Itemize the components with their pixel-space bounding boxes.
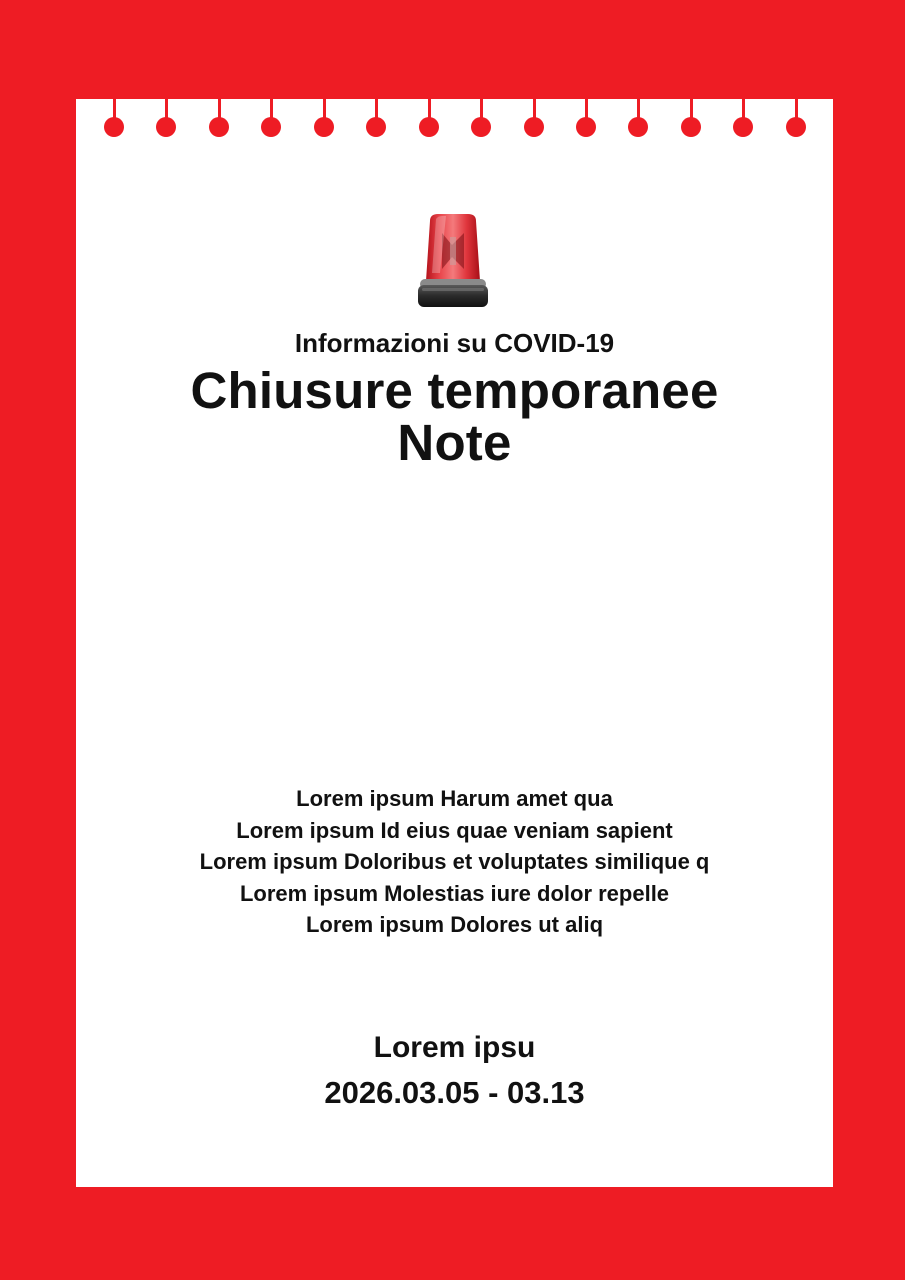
binder-pin xyxy=(208,99,230,139)
binder-pin xyxy=(260,99,282,139)
page-title xyxy=(76,362,833,471)
notes-list xyxy=(76,783,833,941)
binder-pin xyxy=(103,99,125,139)
binder-pin xyxy=(313,99,335,139)
subtitle: Informazioni su COVID-19 xyxy=(294,328,615,358)
binder-pin xyxy=(418,99,440,139)
list-item: Lorem ipsum Id eius quae veniam sapient xyxy=(236,817,673,843)
siren-light-icon xyxy=(412,211,494,311)
binder-pin xyxy=(732,99,754,139)
binder-pin xyxy=(155,99,177,139)
list-item: Lorem ipsum Dolores ut aliq xyxy=(305,912,604,937)
binder-pin xyxy=(680,99,702,139)
binder-pins xyxy=(76,99,833,139)
title-line-1: Chiusure temporanee xyxy=(190,362,719,419)
list-item: Lorem ipsum Molestias iure dolor repelle xyxy=(239,880,670,906)
binder-pin xyxy=(523,99,545,139)
date-range: 2026.03.05 - 03.13 xyxy=(324,1075,585,1110)
footer-label: Lorem ipsu xyxy=(373,1031,536,1064)
list-item: Lorem ipsum Doloribus et voluptates similique q xyxy=(199,849,710,874)
binder-pin xyxy=(627,99,649,139)
binder-pin xyxy=(365,99,387,139)
title-line-2: Note xyxy=(397,414,512,471)
binder-pin xyxy=(575,99,597,139)
binder-pin xyxy=(470,99,492,139)
notice-paper xyxy=(76,99,833,1187)
list-item: Lorem ipsum Harum amet qua xyxy=(296,786,613,811)
binder-pin xyxy=(785,99,807,139)
